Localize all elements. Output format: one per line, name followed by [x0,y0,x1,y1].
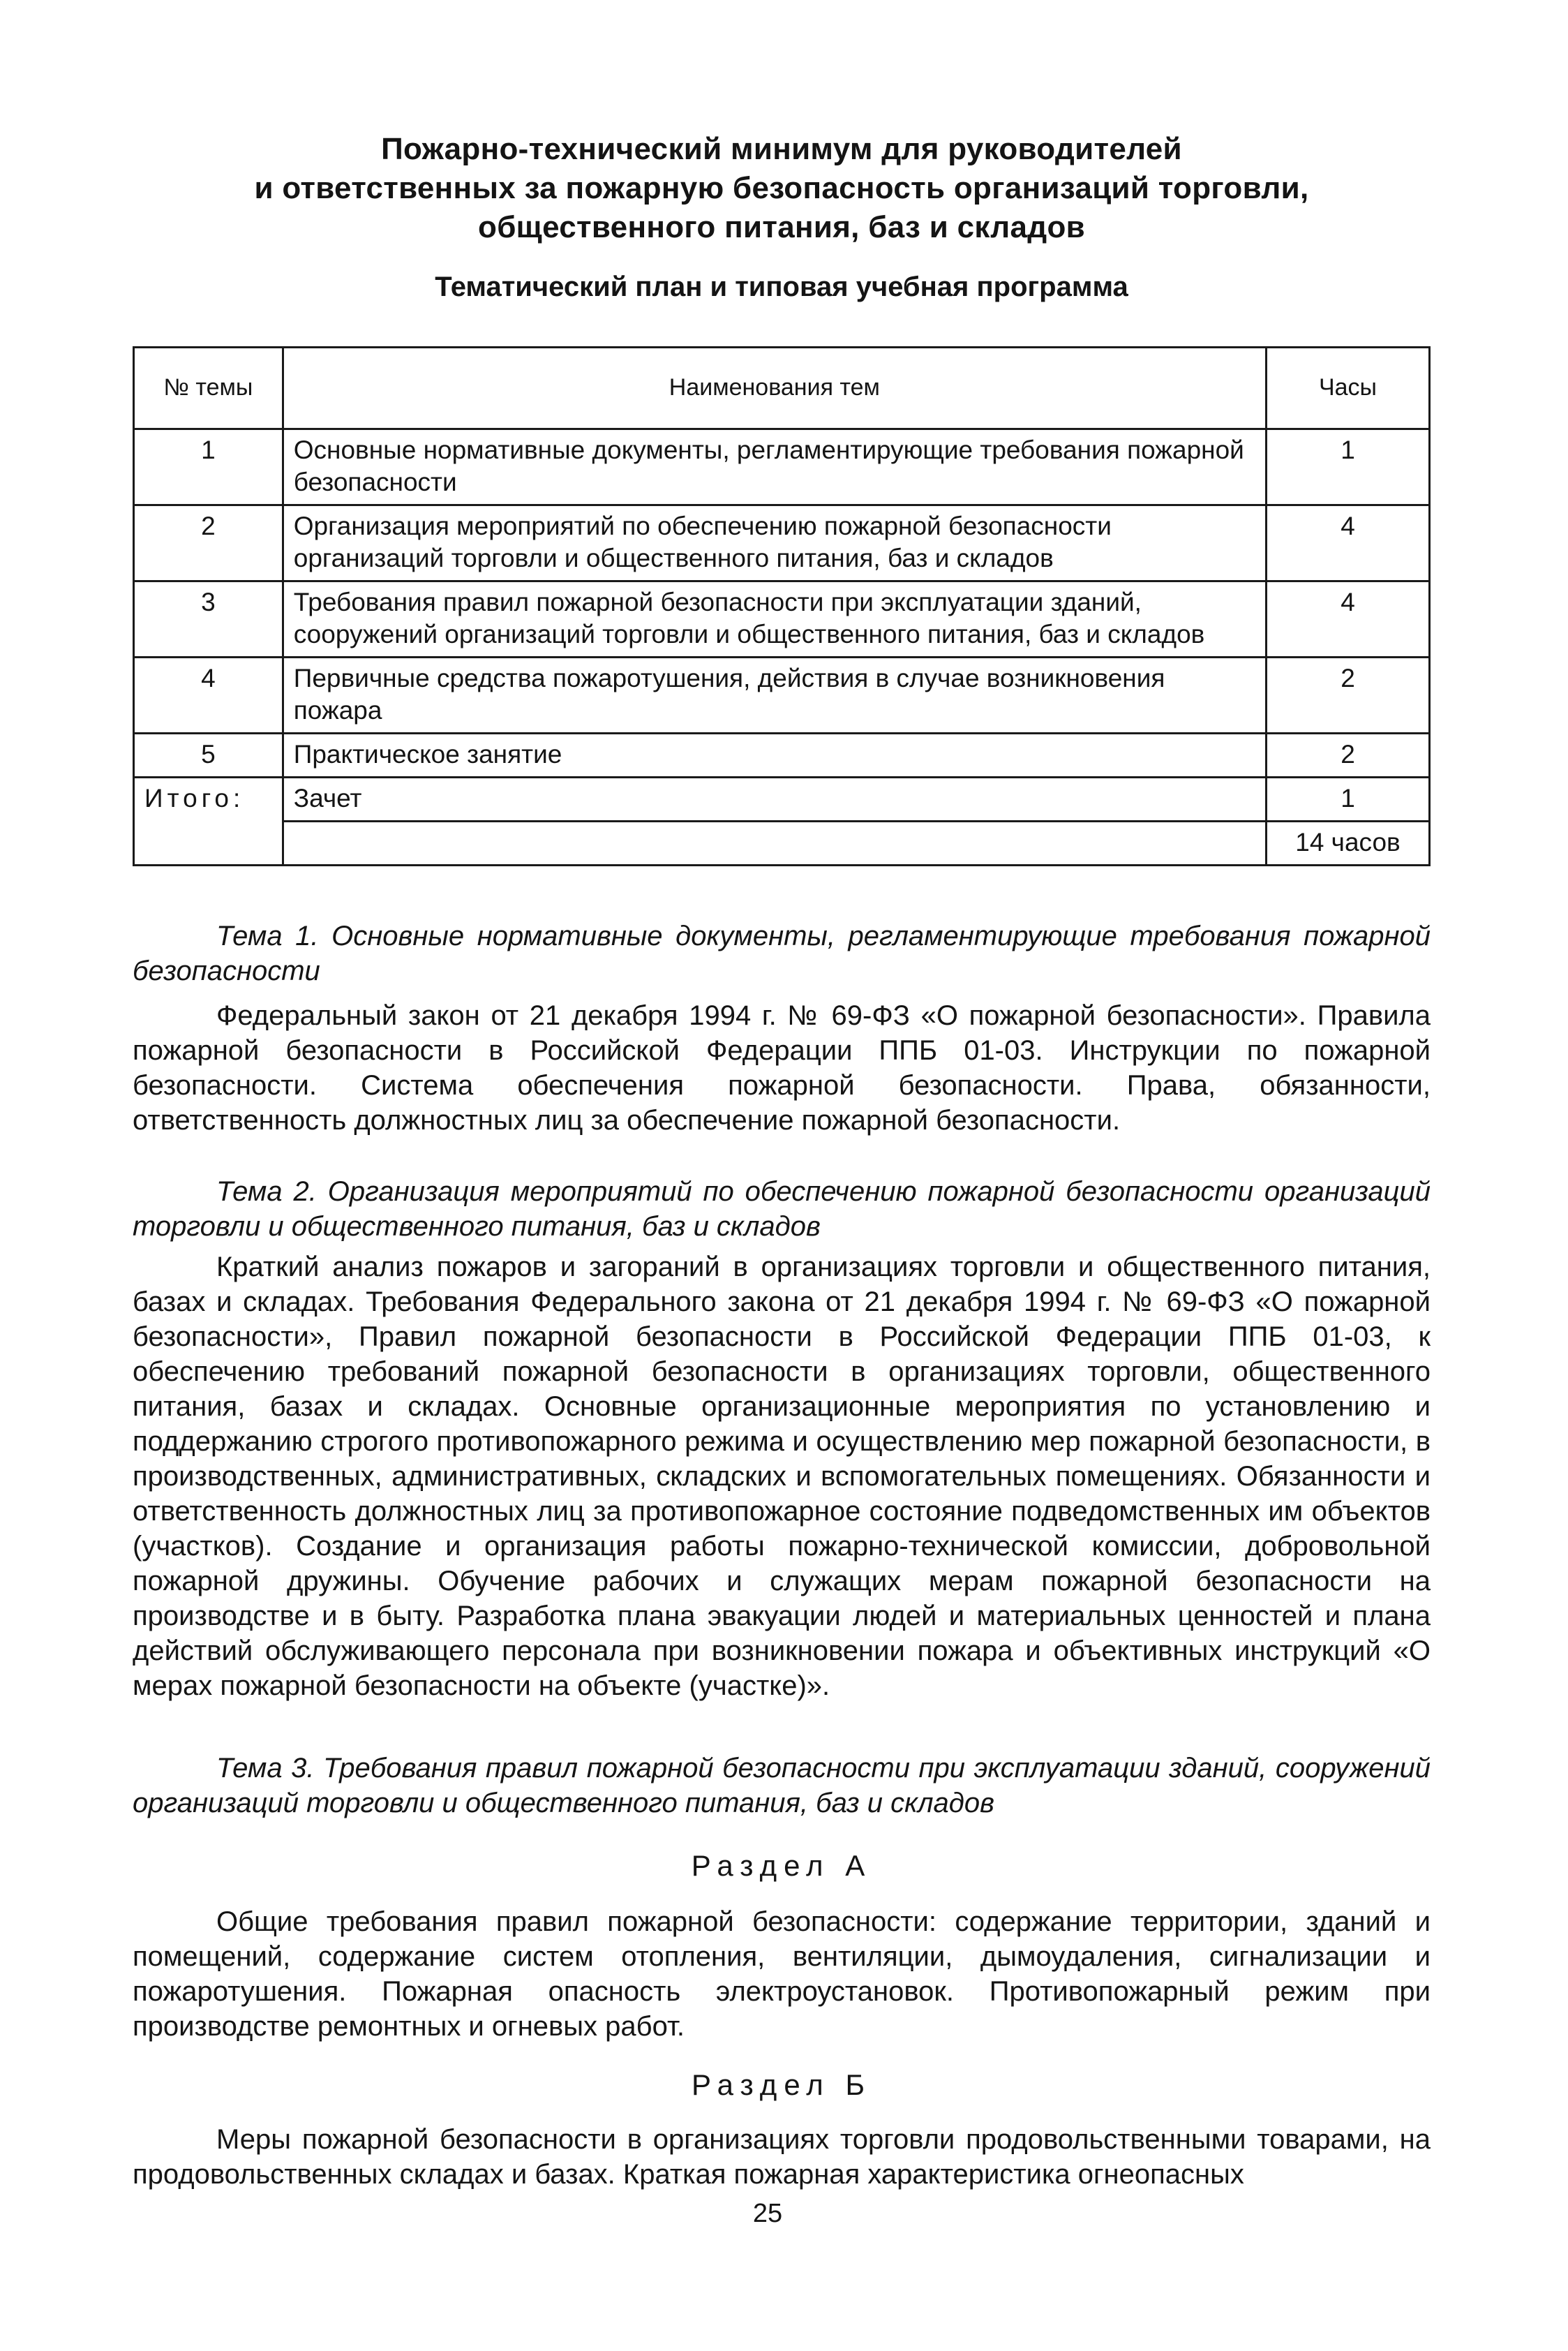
topic-name-cell: Первичные средства пожаротушения, действия в случае возникновения пожара [283,658,1266,734]
topic-number-cell: 3 [134,581,283,658]
document-subtitle: Тематический план и типовая учебная программа [435,272,1128,302]
section-b-text: Меры пожарной безопасности в организациях торговли продовольственными товарами, на продовольственных складах и базах. Краткая пожарная характеристика огнеопасных [133,2124,1431,2190]
topic-name-cell: Организация мероприятий по обеспечению пожарной безопасности организаций торговли и общественного питания, баз и складов [283,505,1266,581]
topic-3-heading: Тема 3. Требования правил пожарной безопасности при эксплуатации зданий, сооружений организаций торговли и общественного питания, баз и складов [133,1753,1431,1818]
topic-name-cell: Зачет [283,778,1266,822]
empty-cell [283,822,1266,866]
table-row [134,658,1430,734]
total-label-cell: Итого: [134,778,283,866]
header-topic-number: № темы [134,348,283,429]
header-topic-name: Наименования тем [283,348,1266,429]
topic-2-heading: Тема 2. Организация мероприятий по обеспечению пожарной безопасности организаций торговли и общественного питания, баз и складов [133,1176,1431,1242]
header-hours: Часы [1266,348,1429,429]
section-a-label: Раздел А [691,1849,872,1882]
topic-2-text: Краткий анализ пожаров и загораний в организациях торговли и общественного питания, базах и складах. Требования Федерального закона от 21 декабря 1994 г. № 69-ФЗ «О пожарной безопасности», Правил пожарной безопасности в Российской Федерации ППБ 01-03, к обеспечению требований пожарной безопасности в организациях торговли, общественного питания, базах и складах. Основные организационные мероприятия по установлению и поддержанию строгого противопожарного режима и осуществлению мер пожарной безопасности, в производственных, административных, складских и вспомогательных помещениях. Обязанности и ответственность должностных лиц за противопожарное состояние подведомственных им объектов (участков). Создание и организация работы пожарно-технической комиссии, добровольной пожарной дружины. Обучение рабочих и служащих мерам пожарной безопасности на производстве и в быту. Разработка плана эвакуации людей и материальных ценностей и плана действий обслуживающего персонала при возникновении пожара и объективных инструкций «О мерах пожарной безопасности на объекте (участке)». [133,1252,1431,1701]
topic-number-cell: 5 [134,734,283,778]
topic-number-cell: 2 [134,505,283,581]
hours-cell: 4 [1266,505,1429,581]
topic-number-cell: 1 [134,429,283,505]
title-line: общественного питания, баз и складов [478,210,1085,244]
topic-1-text: Федеральный закон от 21 декабря 1994 г. № 69-ФЗ «О пожарной безопасности». Правила пожарной безопасности в Российской Федерации ППБ 01-03. Инструкции по пожарной безопасности. Система обеспечения пожарной безопасности. Права, обязанности, ответственность должностных лиц за обеспечение пожарной безопасности. [133,1000,1431,1136]
topic-name-cell: Требования правил пожарной безопасности при эксплуатации зданий, сооружений организаций торговли и общественного питания, баз и складов [283,581,1266,658]
page-number: 25 [752,2199,783,2228]
table-header-row [134,348,1430,429]
total-hours-cell: 14 часов [1266,822,1429,866]
topic-number-cell: 4 [134,658,283,734]
title-line: Пожарно-технический минимум для руководителей [381,132,1182,166]
table-row [134,505,1430,581]
topic-name-cell: Основные нормативные документы, регламентирующие требования пожарной безопасности [283,429,1266,505]
topic-1-heading: Тема 1. Основные нормативные документы, регламентирующие требования пожарной безопасности [133,921,1431,986]
section-a-text: Общие требования правил пожарной безопасности: содержание территории, зданий и помещений, содержание систем отопления, вентиляции, дымоудаления, сигнализации и пожаротушения. Пожарная опасность электроустановок. Противопожарный режим при производстве ремонтных и огневых работ. [133,1906,1431,2042]
hours-cell: 1 [1266,778,1429,822]
hours-cell: 4 [1266,581,1429,658]
table-row [134,429,1430,505]
table-total-row [134,822,1430,866]
table-row [134,778,1430,822]
section-b-label: Раздел Б [691,2068,872,2101]
hours-cell: 1 [1266,429,1429,505]
title-line: и ответственных за пожарную безопасность организаций торговли, [254,171,1309,205]
document-title [126,130,1438,247]
table-row [134,734,1430,778]
topic-name-cell: Практическое занятие [283,734,1266,778]
hours-cell: 2 [1266,658,1429,734]
table-row [134,581,1430,658]
thematic-plan-table [133,346,1431,866]
hours-cell: 2 [1266,734,1429,778]
